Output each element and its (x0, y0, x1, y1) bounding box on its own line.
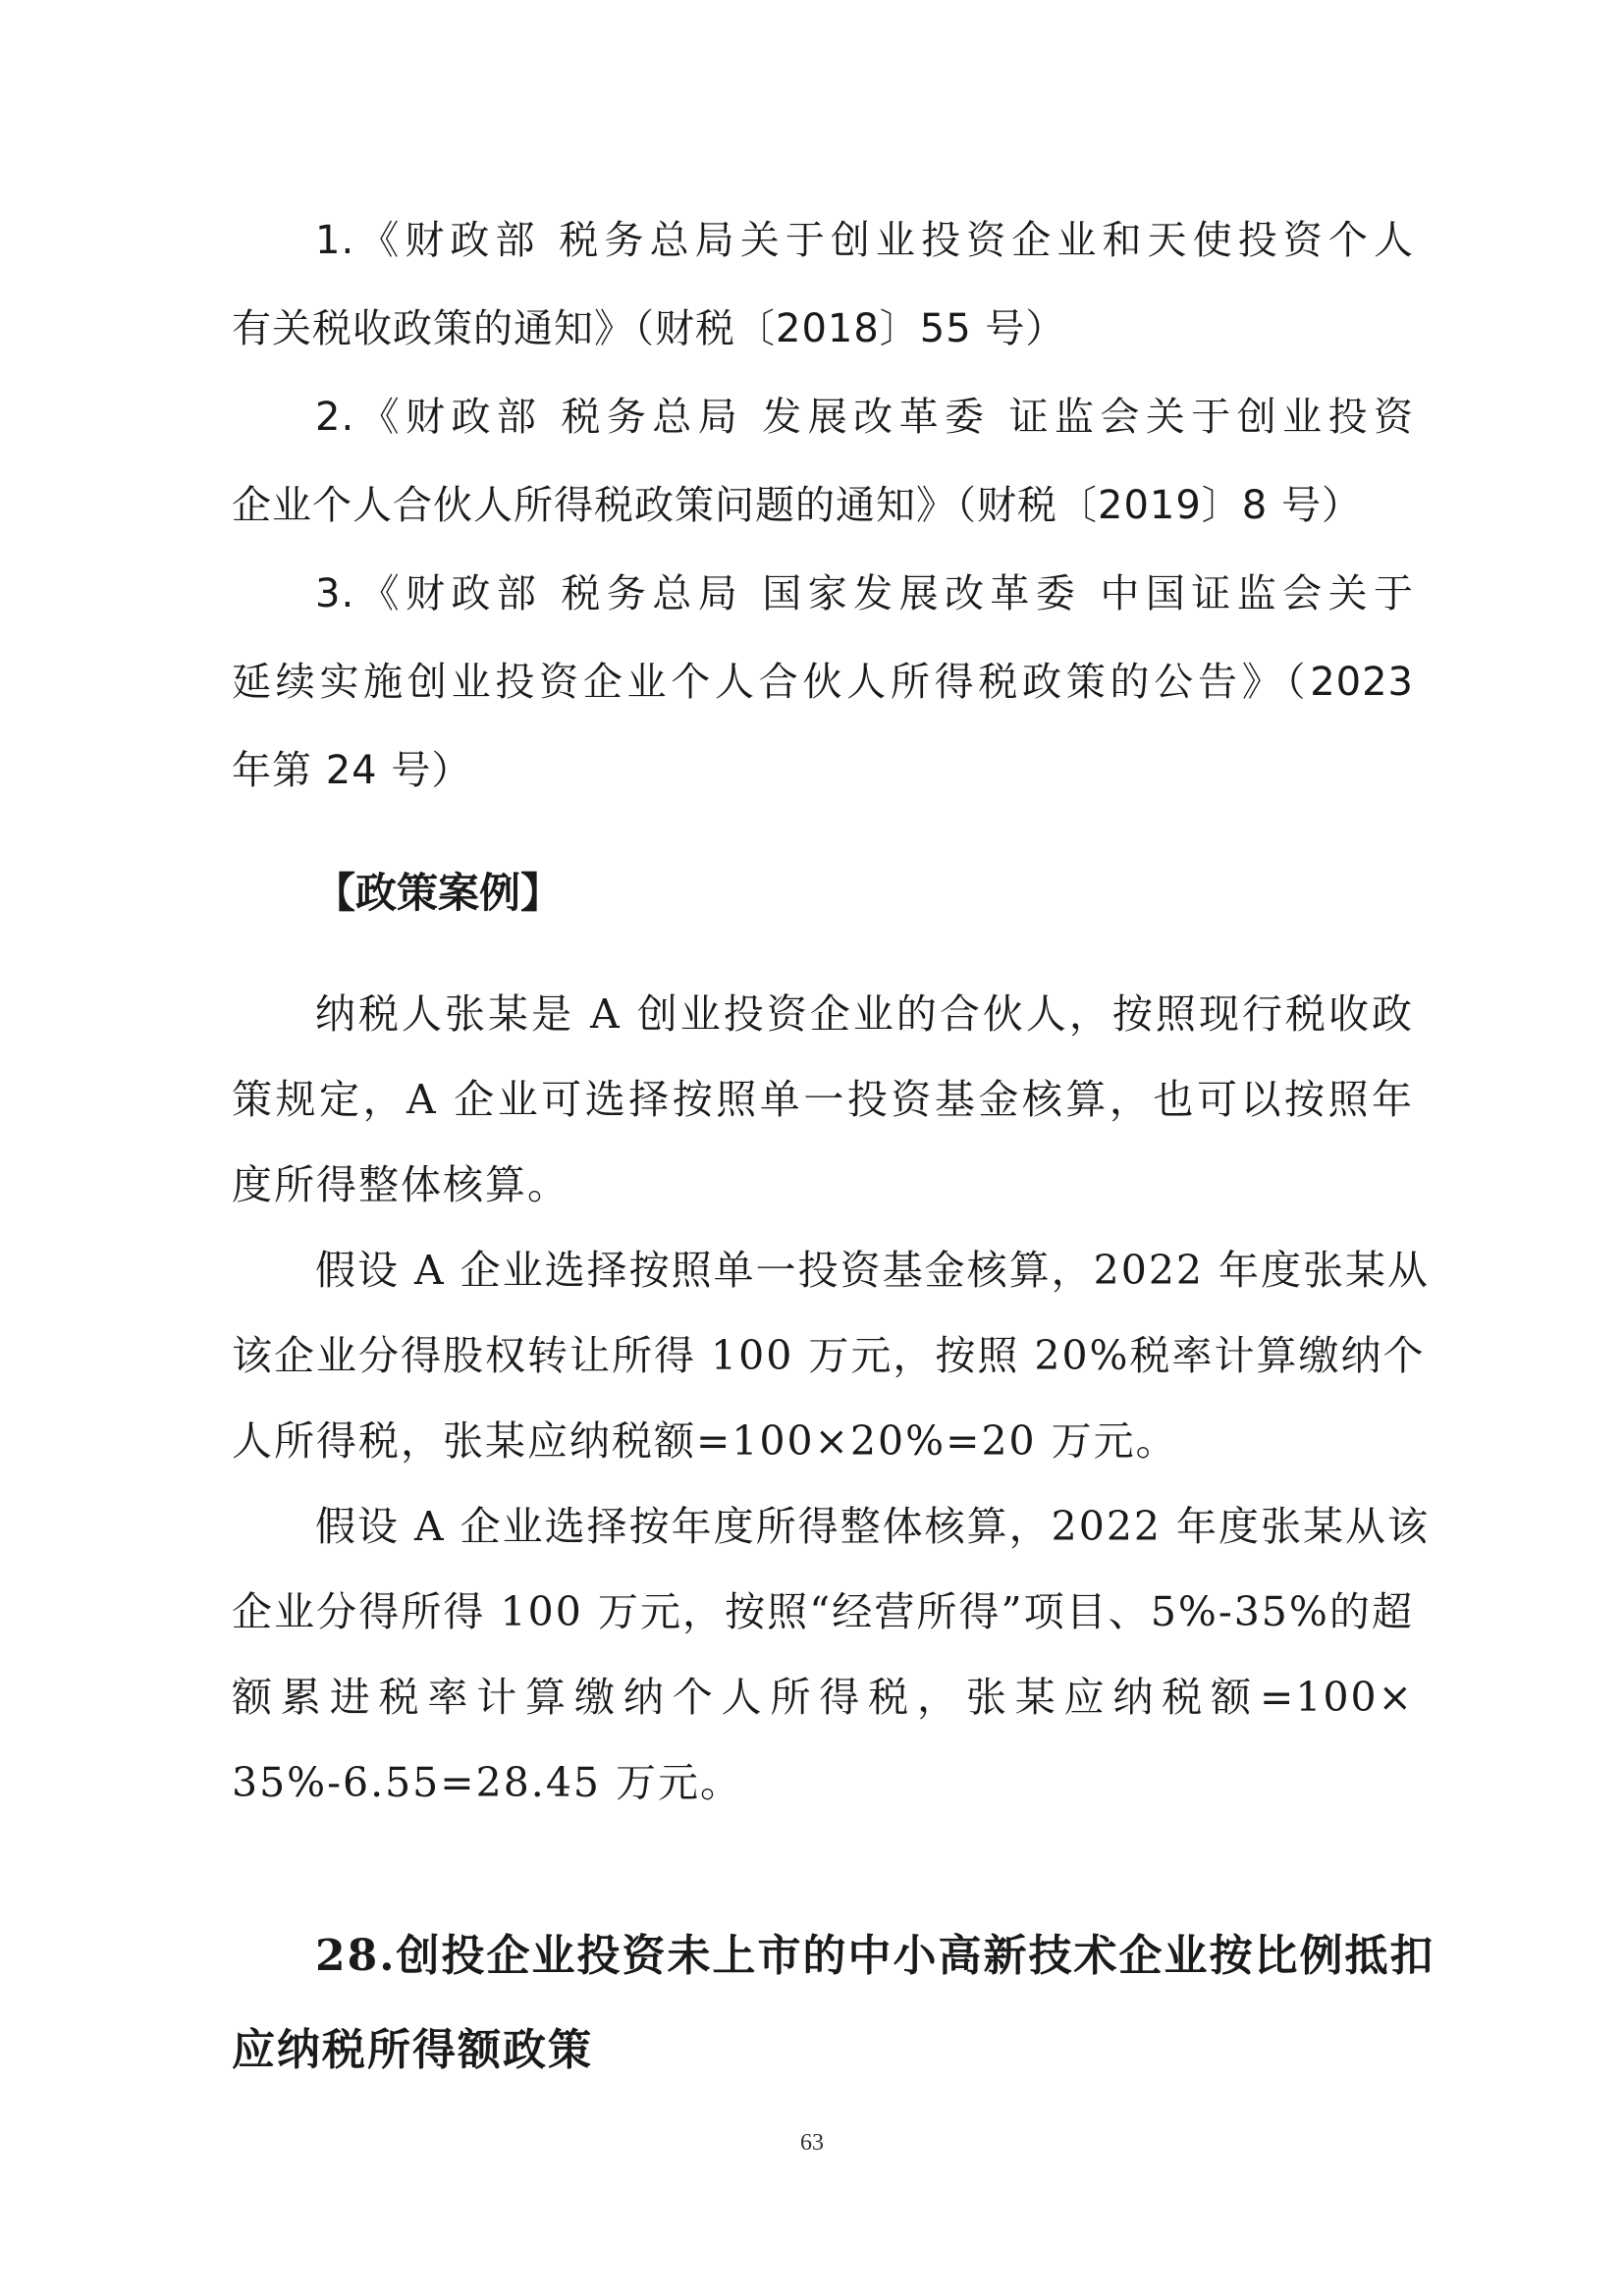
case-para-2-line-2: 该企业分得股权转让所得 100 万元，按照 20%税率计算缴纳个 (232, 1332, 1426, 1379)
reference-2-line-2: 企业个人合伙人所得税政策问题的通知》（财税〔2019〕8 号） (232, 483, 1362, 528)
case-para-1-line-2: 策规定，A 企业可选择按照单一投资基金核算，也可以按照年 (232, 1076, 1414, 1123)
case-para-2-line-1: 假设 A 企业选择按照单一投资基金核算，2022 年度张某从 (315, 1247, 1431, 1294)
reference-2-line-1: 2.《财政部 税务总局 发展改革委 证监会关于创业投资 (315, 395, 1414, 440)
case-para-2-line-3: 人所得税，张某应纳税额=100×20%=20 万元。 (232, 1417, 1178, 1465)
case-para-3-line-2: 企业分得所得 100 万元，按照“经营所得”项目、5%-35%的超 (232, 1588, 1414, 1635)
case-para-1-line-3: 度所得整体核算。 (232, 1161, 569, 1208)
section-heading (232, 1909, 1435, 2098)
reference-3-line-2: 延续实施创业投资企业个人合伙人所得税政策的公告》（2023 (232, 660, 1414, 705)
case-para-3-line-1: 假设 A 企业选择按年度所得整体核算，2022 年度张某从该 (315, 1503, 1431, 1550)
section-heading-line-2: 应纳税所得额政策 (232, 2025, 593, 2075)
case-para-1-line-1: 纳税人张某是 A 创业投资企业的合伙人，按照现行税收政 (315, 990, 1414, 1038)
policy-references (232, 196, 1414, 815)
section-heading-line-1: 28.创投企业投资未上市的中小高新技术企业按比例抵扣 (315, 1931, 1435, 1981)
page-number: 63 (800, 2130, 824, 2156)
reference-3-line-3: 年第 24 号） (232, 748, 472, 793)
reference-1-line-1: 1.《财政部 税务总局关于创业投资企业和天使投资个人 (315, 218, 1414, 263)
reference-1-line-2: 有关税收政策的通知》（财税〔2018〕55 号） (232, 306, 1066, 351)
case-body (232, 972, 1431, 1826)
case-title: 【政策案例】 (314, 869, 563, 917)
case-para-3-line-4: 35%-6.55=28.45 万元。 (232, 1759, 743, 1806)
case-para-3-line-3: 额累进税率计算缴纳个人所得税，张某应纳税额=100× (232, 1674, 1414, 1721)
reference-3-line-1: 3.《财政部 税务总局 国家发展改革委 中国证监会关于 (315, 571, 1414, 616)
